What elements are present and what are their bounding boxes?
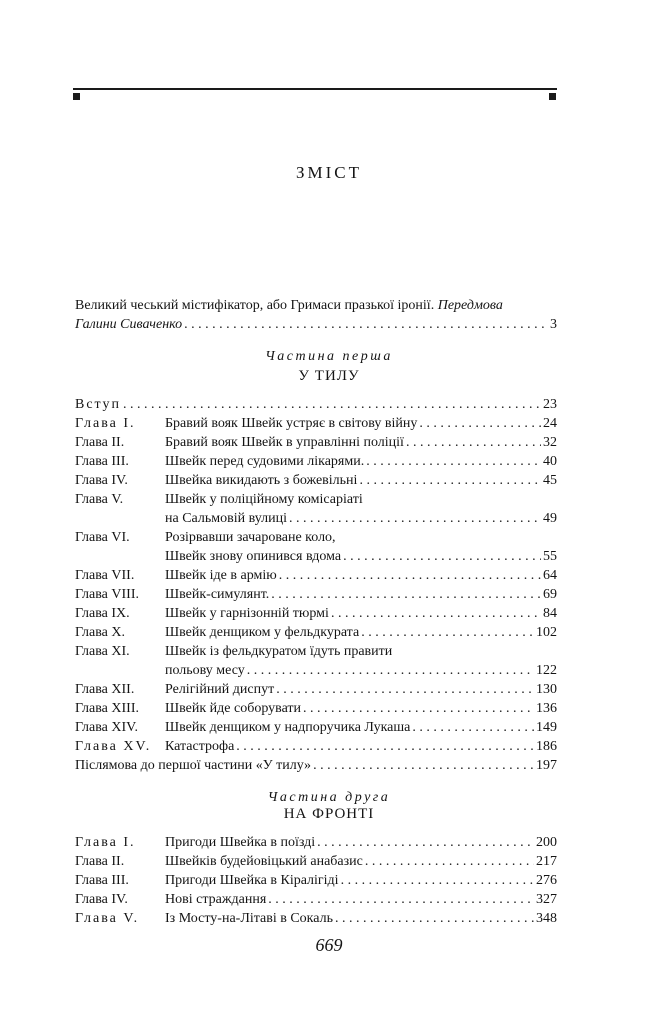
page-number: 102 (536, 625, 557, 640)
chapter-label: Глава XI. (75, 644, 130, 659)
chapter-label: Глава XII. (75, 682, 135, 697)
entry-title: Пригоди Швейка в Кіралігіді (165, 873, 339, 888)
page-number: 327 (536, 892, 557, 907)
chapter-title (165, 718, 557, 737)
toc-line (165, 890, 557, 909)
chapter-label: Глава XIII. (75, 701, 139, 716)
chapter-label: Глава IX. (75, 606, 130, 621)
toc-line (165, 566, 557, 585)
entry-title: Швейка викидають з божевільні (165, 473, 358, 488)
chapter-label: Глава II. (75, 435, 125, 450)
toc-row (75, 890, 557, 909)
chapter-title (165, 890, 557, 909)
toc-row-afterword (75, 756, 557, 775)
toc-line (165, 452, 557, 471)
page-number: 24 (543, 416, 557, 431)
entry-title: Післямова до першої частини «У тилу» (75, 758, 312, 773)
toc-line (165, 471, 557, 490)
page-number: 23 (543, 397, 557, 412)
page-number: 32 (543, 435, 557, 450)
toc-row (75, 871, 557, 890)
chapter-label: Глава IV. (75, 473, 128, 488)
toc-row (75, 604, 557, 623)
toc-line (165, 414, 557, 433)
toc-row (75, 833, 557, 852)
toc-row (75, 737, 557, 756)
chapter-title (165, 414, 557, 433)
page-number: 49 (543, 511, 557, 526)
leader-dots (279, 566, 541, 585)
chapter-label: Глава XV. (75, 739, 152, 754)
toc-line (165, 509, 557, 528)
toc-line (165, 833, 557, 852)
leader-dots (359, 471, 541, 490)
corner-square-left (73, 93, 80, 100)
leader-dots (184, 315, 548, 334)
entry-title: Бравий вояк Швейк устряє в світову війну (165, 416, 418, 431)
page-number: 200 (536, 835, 557, 850)
entry-title: Релігійний диспут (165, 682, 275, 697)
page-number: 197 (536, 758, 557, 773)
entry-title: Швейків будейовіцький анабазис (165, 854, 363, 869)
entry-title: Катастрофа (165, 739, 235, 754)
toc-row (75, 623, 557, 642)
leader-dots (419, 414, 541, 433)
toc-row (75, 471, 557, 490)
chapter-title (165, 909, 557, 928)
page-title: ЗМІСТ (295, 163, 363, 182)
entry-title: польову месу (165, 663, 245, 678)
toc-row (75, 414, 557, 433)
part-2-title: НА ФРОНТІ (283, 806, 375, 822)
toc-row (75, 642, 557, 680)
entry-title: на Сальмовій вулиці (165, 511, 287, 526)
toc-row (75, 490, 557, 528)
chapter-title (165, 623, 557, 642)
toc-row (75, 718, 557, 737)
chapter-title (165, 604, 557, 623)
chapter-label: Глава I. (75, 416, 136, 431)
entry-title: Вступ (75, 397, 121, 412)
chapter-label: Глава I. (75, 835, 136, 850)
entry-title: Нові страждання (165, 892, 267, 907)
preface-entry (75, 296, 557, 334)
part-1-label: Частина перша (265, 349, 393, 364)
toc-line (165, 871, 557, 890)
preface-line-1: Великий чеський містифікатор, або Гримаси празької іронії. Передмова (75, 298, 503, 313)
toc-line (165, 737, 557, 756)
leader-dots (412, 718, 534, 737)
page-number-footer: 669 (315, 935, 343, 955)
chapter-title (165, 528, 557, 566)
leader-dots (123, 395, 541, 414)
part-2-label: Частина друга (267, 790, 391, 805)
chapter-title (165, 852, 557, 871)
toc-line (165, 718, 557, 737)
toc-line (75, 756, 557, 775)
chapter-label: Глава IV. (75, 892, 128, 907)
leader-dots (268, 890, 534, 909)
leader-dots (271, 585, 541, 604)
entry-title: Швейк у гарнізонній тюрмі (165, 606, 329, 621)
entry-title: Швейк денщиком у фельдкурата (165, 625, 360, 640)
leader-dots (313, 756, 534, 775)
chapter-title (165, 585, 557, 604)
toc-row (75, 909, 557, 928)
toc-line (165, 433, 557, 452)
leader-dots (343, 547, 541, 566)
toc-row (75, 585, 557, 604)
top-rule (73, 88, 557, 90)
page-number: 64 (543, 568, 557, 583)
toc-line (165, 699, 557, 718)
chapter-title (165, 699, 557, 718)
chapter-label: Глава X. (75, 625, 125, 640)
page-number: 69 (543, 587, 557, 602)
corner-square-right (549, 93, 556, 100)
leader-dots (365, 852, 534, 871)
chapter-title (165, 566, 557, 585)
toc-line (165, 604, 557, 623)
chapter-title (165, 490, 557, 528)
page-number: 348 (536, 911, 557, 926)
chapter-title-line: Швейк із фельдкуратом їдуть правити (165, 644, 393, 659)
preface-line-2: Галини Сиваченко . . . 3 (75, 315, 557, 334)
leader-dots (236, 737, 534, 756)
chapter-label: Глава VIII. (75, 587, 139, 602)
leader-dots (406, 433, 541, 452)
entry-title: Швейк іде в армію (165, 568, 277, 583)
chapter-label: Глава III. (75, 454, 129, 469)
chapter-title (165, 642, 557, 680)
chapter-label: Глава III. (75, 873, 129, 888)
chapter-label: Глава II. (75, 854, 125, 869)
page-number: 55 (543, 549, 557, 564)
leader-dots (366, 452, 541, 471)
toc-line (165, 623, 557, 642)
chapter-title-line: Швейк у поліційному комісаріаті (165, 492, 363, 507)
chapter-title (165, 471, 557, 490)
toc-line (165, 661, 557, 680)
chapter-title (165, 452, 557, 471)
page-number: 149 (536, 720, 557, 735)
toc-row-intro (75, 395, 557, 414)
leader-dots (276, 680, 534, 699)
chapter-label: Глава V. (75, 492, 124, 507)
chapter-title (165, 833, 557, 852)
page-number: 3 (550, 317, 557, 332)
toc-row (75, 699, 557, 718)
part-1-title: У ТИЛУ (298, 368, 360, 384)
leader-dots (289, 509, 541, 528)
toc-line (165, 909, 557, 928)
chapter-title (165, 680, 557, 699)
entry-title: Пригоди Швейка в поїзді (165, 835, 316, 850)
page-number: 186 (536, 739, 557, 754)
entry-title: Швейк денщиком у надпоручика Лукаша (165, 720, 411, 735)
page-number: 45 (543, 473, 557, 488)
chapter-label: Глава V. (75, 911, 140, 926)
toc-line (165, 852, 557, 871)
entry-title: Із Мосту-на-Літаві в Сокаль (165, 911, 333, 926)
chapter-label: Глава XIV. (75, 720, 138, 735)
chapter-title (165, 737, 557, 756)
toc-row (75, 433, 557, 452)
chapter-title (165, 433, 557, 452)
toc-row (75, 566, 557, 585)
page-number: 84 (543, 606, 557, 621)
page-number: 136 (536, 701, 557, 716)
entry-title: Швейк-симулянт. (165, 587, 270, 602)
leader-dots (331, 604, 541, 623)
leader-dots (361, 623, 534, 642)
leader-dots (303, 699, 534, 718)
page-number: 40 (543, 454, 557, 469)
leader-dots (341, 871, 534, 890)
page-number: 276 (536, 873, 557, 888)
chapter-label: Глава VI. (75, 530, 130, 545)
page-number: 130 (536, 682, 557, 697)
toc-row (75, 852, 557, 871)
toc-row (75, 452, 557, 471)
entry-title: Швейк перед судовими лікарями. (165, 454, 365, 469)
leader-dots (335, 909, 534, 928)
toc-line (75, 395, 557, 414)
toc-row (75, 680, 557, 699)
toc-line (165, 585, 557, 604)
entry-title: Швейк йде соборувати (165, 701, 302, 716)
entry-title: Швейк знову опинився вдома (165, 549, 342, 564)
leader-dots (247, 661, 534, 680)
leader-dots (317, 833, 534, 852)
chapter-title (165, 871, 557, 890)
page-number: 122 (536, 663, 557, 678)
toc-line (165, 680, 557, 699)
toc-line (165, 547, 557, 566)
toc-row (75, 528, 557, 566)
chapter-label: Глава VII. (75, 568, 135, 583)
chapter-title-line: Розірвавши зачароване коло, (165, 530, 336, 545)
entry-title: Бравий вояк Швейк в управлінні поліції (165, 435, 404, 450)
page-number: 217 (536, 854, 557, 869)
